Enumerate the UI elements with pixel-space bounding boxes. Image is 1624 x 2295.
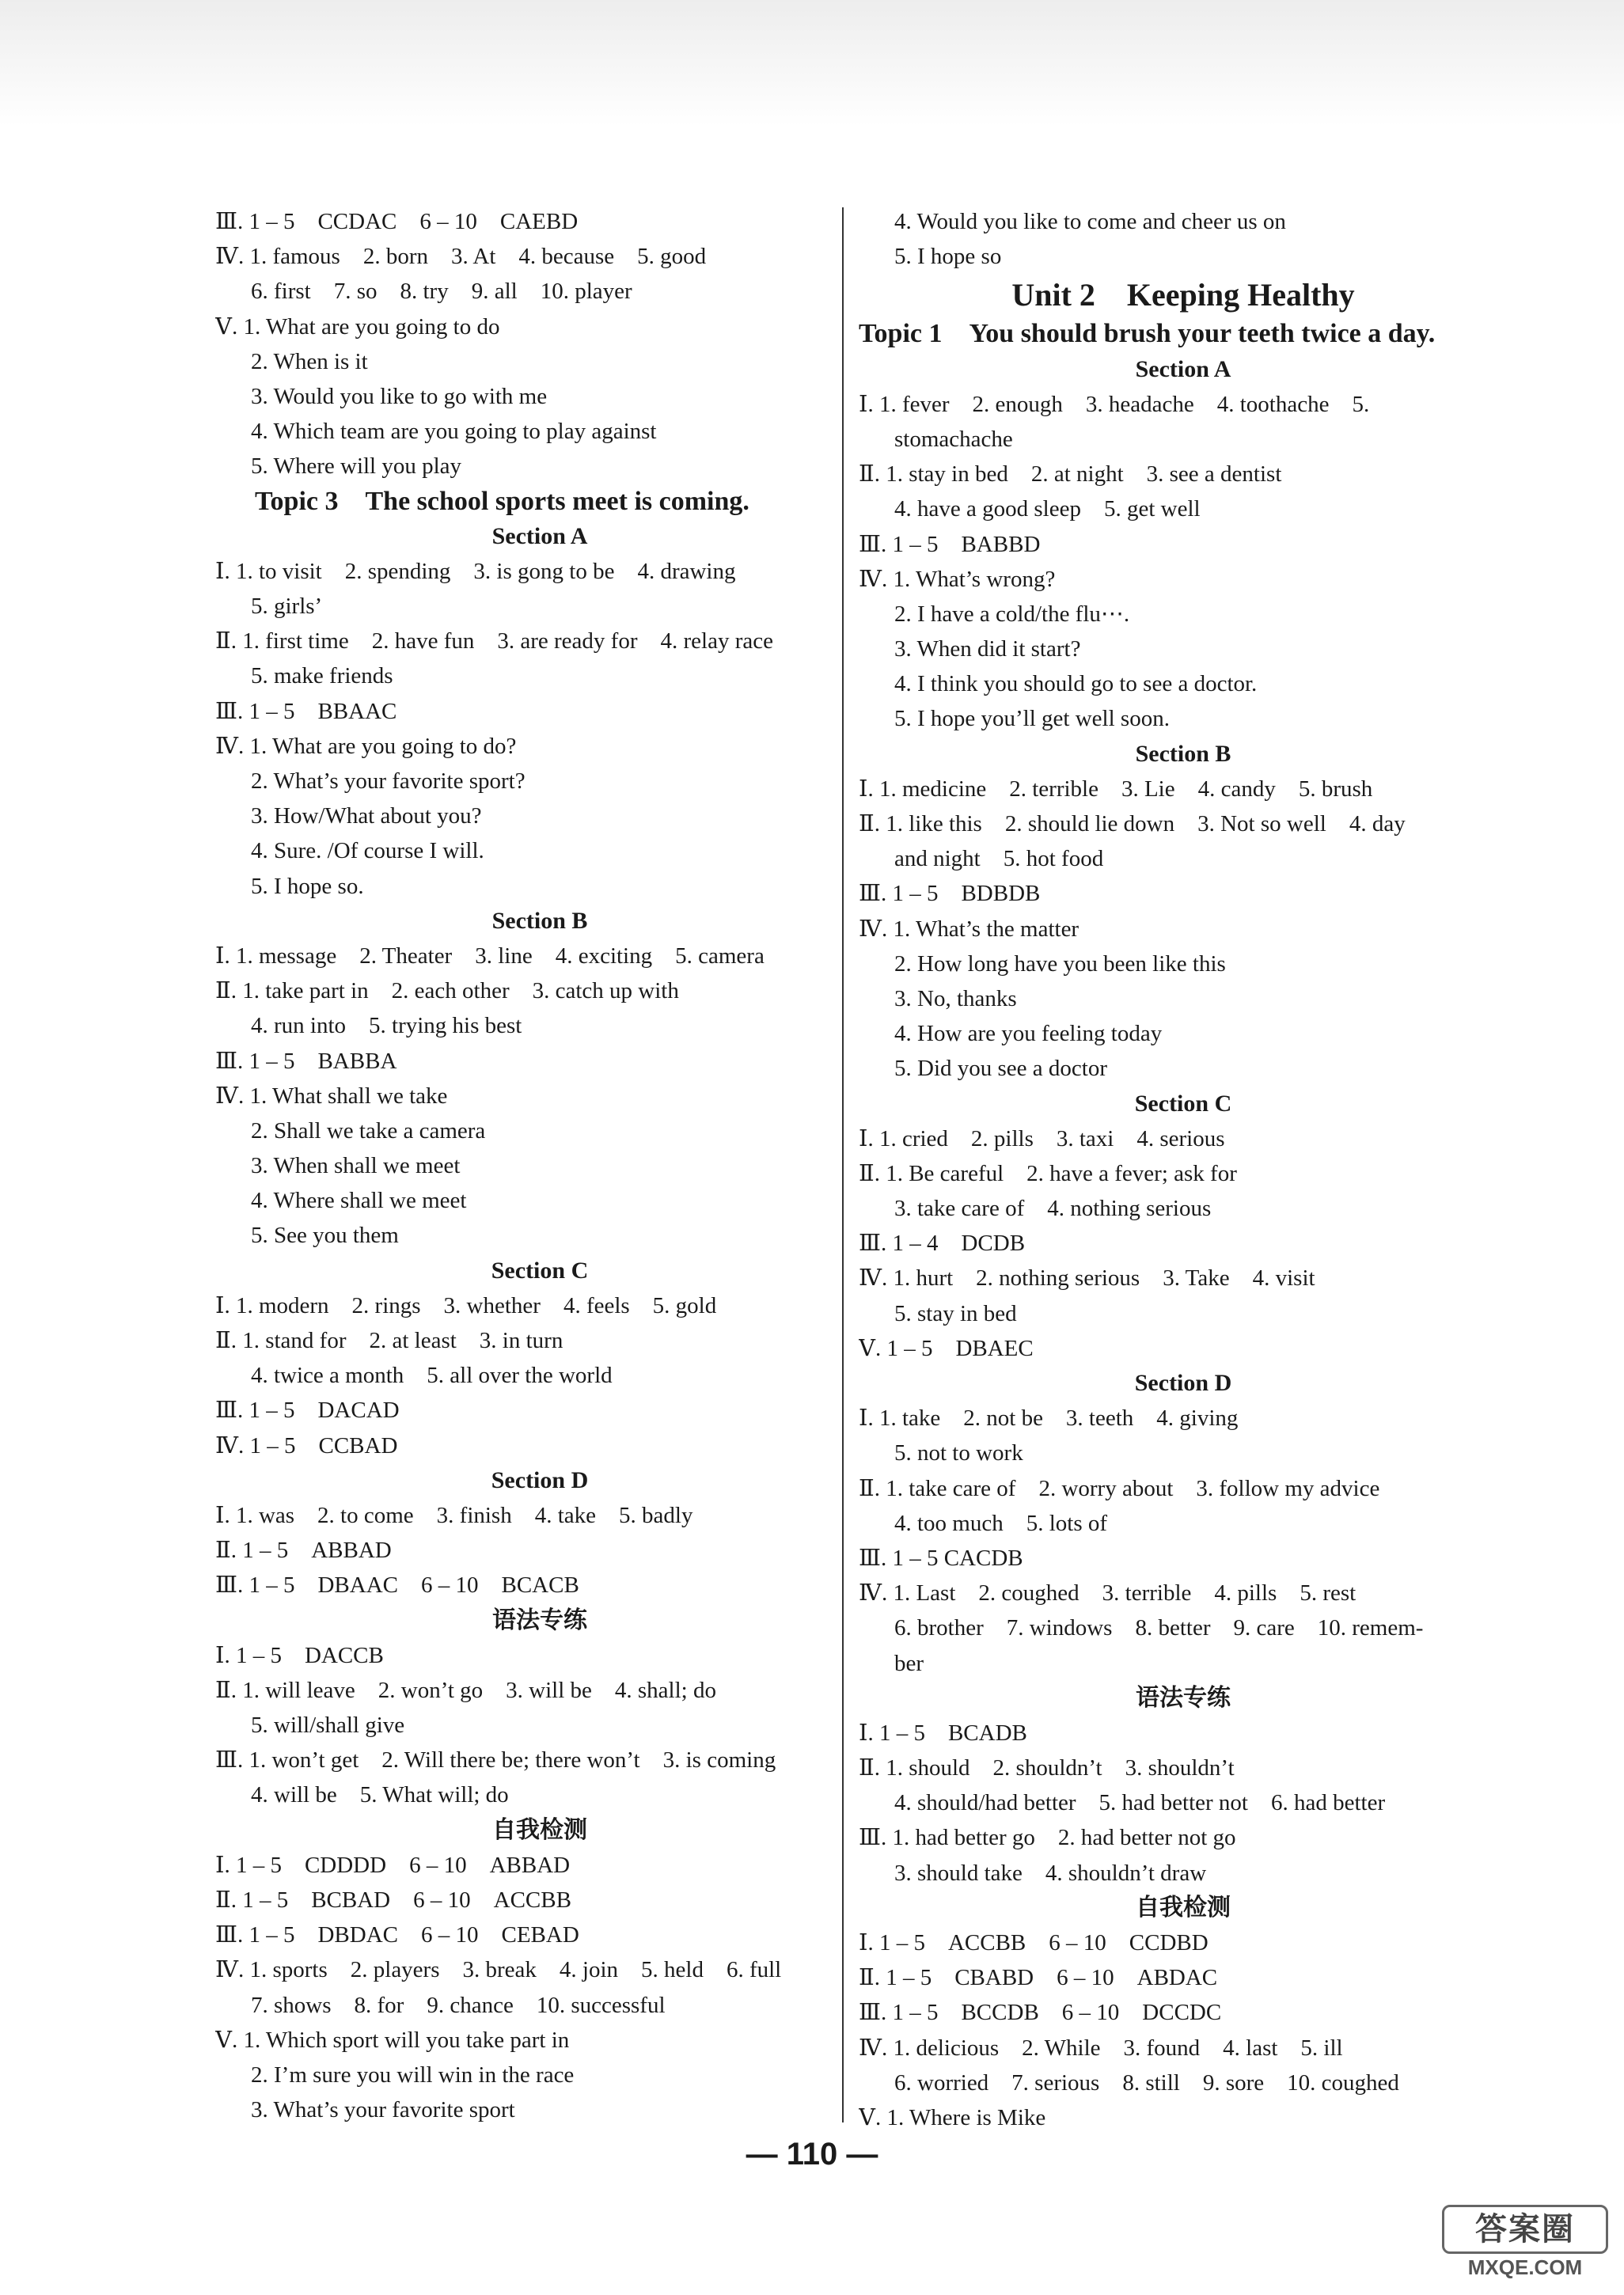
answer-line: Ⅲ. 1 – 5 CACDB <box>859 1545 1023 1571</box>
answer-line: 3. How/What about you? <box>251 803 482 829</box>
answer-line: Ⅴ. 1. Where is Mike <box>859 2104 1046 2130</box>
answer-line: Ⅱ. 1. Be careful 2. have a fever; ask for <box>859 1160 1237 1186</box>
answer-line: Ⅲ. 1 – 5 CCDAC 6 – 10 CAEBD <box>215 209 579 234</box>
answer-line: 6. worried 7. serious 8. still 9. sore 10. coughed <box>894 2069 1399 2096</box>
answer-line: 6. first 7. so 8. try 9. all 10. player <box>251 279 632 305</box>
answer-line: Ⅲ. 1 – 5 DACAD <box>215 1398 400 1424</box>
answer-line: 3. No, thanks <box>894 985 1017 1011</box>
answer-line: Ⅲ. 1 – 5 BCCDB 6 – 10 DCCDC <box>859 2000 1222 2026</box>
answer-line: Ⅰ. 1. modern 2. rings 3. whether 4. feels 5. gold <box>215 1292 717 1318</box>
answer-line: 4. should/had better 5. had better not 6. had better <box>894 1790 1386 1816</box>
answer-line: 2. I have a cold/the flu⋯. <box>894 601 1130 627</box>
answer-line: Ⅰ. 1. take 2. not be 3. teeth 4. giving <box>859 1405 1239 1432</box>
answer-line: Ⅳ. 1. delicious 2. While 3. found 4. last 5. ill <box>859 2035 1343 2061</box>
answer-line: 4. Would you like to come and cheer us on <box>894 209 1286 234</box>
answer-line: 5. will/shall give <box>251 1713 405 1739</box>
answer-line: 5. See you them <box>251 1223 399 1249</box>
answer-line: Ⅰ. 1. to visit 2. spending 3. is gong to be 4. drawing <box>215 558 736 584</box>
answer-line: Ⅰ. 1. message 2. Theater 3. line 4. exciting 5. camera <box>215 943 765 969</box>
answer-line: Ⅳ. 1. What are you going to do? <box>215 733 517 759</box>
scan-shadow <box>0 0 1624 127</box>
section-heading: Section C <box>491 1257 589 1284</box>
answer-line: 3. Would you like to go with me <box>251 383 548 409</box>
answer-line: 4. will be 5. What will; do <box>251 1782 509 1808</box>
answer-line: 3. take care of 4. nothing serious <box>894 1196 1212 1222</box>
answer-line: Ⅱ. 1. take part in 2. each other 3. catch up with <box>215 978 679 1004</box>
answer-line: 4. Which team are you going to play against <box>251 419 657 445</box>
answer-line: 3. When did it start? <box>894 636 1081 662</box>
answer-line: Ⅱ. 1. stay in bed 2. at night 3. see a dentist <box>859 461 1282 487</box>
answer-line: 2. I’m sure you will win in the race <box>251 2062 575 2088</box>
section-heading: Section B <box>1135 740 1231 767</box>
answer-line: Ⅰ. 1 – 5 CDDDD 6 – 10 ABBAD <box>215 1852 571 1878</box>
answer-line: Ⅱ. 1. first time 2. have fun 3. are ready for 4. relay race <box>215 628 773 654</box>
answer-line: 5. Did you see a doctor <box>894 1056 1107 1082</box>
left-column <box>215 204 864 2127</box>
unit-title: Unit 2 Keeping Healthy <box>1011 277 1355 313</box>
answer-line: 3. What’s your favorite sport <box>251 2097 515 2123</box>
answer-line: 5. I hope so <box>894 244 1002 270</box>
watermark-url: MXQE.COM <box>1467 2255 1583 2279</box>
answer-line: Ⅱ. 1. should 2. shouldn’t 3. shouldn’t <box>859 1755 1235 1781</box>
topic-title: Topic 1 You should brush your teeth twice a day. <box>859 319 1436 349</box>
answer-line: 2. Shall we take a camera <box>251 1117 486 1144</box>
watermark-logo <box>1442 2205 1608 2284</box>
answer-line: 6. brother 7. windows 8. better 9. care 10. remem- <box>894 1615 1424 1641</box>
answer-line: 5. I hope you’ll get well soon. <box>894 706 1170 732</box>
answer-line: Ⅱ. 1. take care of 2. worry about 3. follow my advice <box>859 1475 1380 1501</box>
answer-line: Ⅲ. 1 – 5 BBAAC <box>215 698 397 724</box>
answer-line: Ⅲ. 1 – 5 DBAAC 6 – 10 BCACB <box>215 1572 579 1599</box>
answer-line: Ⅴ. 1. What are you going to do <box>215 313 500 340</box>
answer-line: Ⅳ. 1 – 5 CCBAD <box>215 1432 398 1459</box>
answer-line: 5. girls’ <box>251 594 323 620</box>
answer-line: 5. stay in bed <box>894 1300 1017 1326</box>
answer-line: Ⅳ. 1. What shall we take <box>215 1083 448 1109</box>
section-heading: 自我检测 <box>492 1816 587 1843</box>
column-divider <box>842 207 844 2122</box>
answer-line: 4. too much 5. lots of <box>894 1510 1108 1536</box>
section-heading: 语法专练 <box>1136 1684 1231 1711</box>
answer-line: Ⅱ. 1 – 5 ABBAD <box>215 1538 392 1564</box>
section-heading: 自我检测 <box>1136 1894 1231 1921</box>
section-heading: Section A <box>1135 355 1231 382</box>
answer-line: Ⅳ. 1. What’s wrong? <box>859 566 1056 592</box>
answer-line: 4. twice a month 5. all over the world <box>251 1363 613 1389</box>
answer-line: Ⅱ. 1 – 5 CBABD 6 – 10 ABDAC <box>859 1965 1218 1991</box>
answer-line: Ⅰ. 1. was 2. to come 3. finish 4. take 5. badly <box>215 1502 693 1528</box>
answer-line: Ⅳ. 1. famous 2. born 3. At 4. because 5. good <box>215 244 707 270</box>
watermark-title: 答案圈 <box>1442 2205 1608 2254</box>
section-heading: Section A <box>491 522 588 549</box>
answer-line: 4. How are you feeling today <box>894 1021 1163 1047</box>
answer-line: Ⅱ. 1. will leave 2. won’t go 3. will be 4. shall; do <box>215 1677 716 1703</box>
answer-line: 4. I think you should go to see a doctor. <box>894 671 1258 697</box>
answer-line: ber <box>894 1650 924 1676</box>
answer-line: 5. not to work <box>894 1440 1023 1466</box>
answer-line: Ⅲ. 1. had better go 2. had better not go <box>859 1825 1236 1851</box>
answer-line: Ⅳ. 1. hurt 2. nothing serious 3. Take 4. visit <box>859 1265 1315 1292</box>
answer-line: Ⅴ. 1 – 5 DBAEC <box>859 1335 1034 1361</box>
answer-line: and night 5. hot food <box>894 846 1104 872</box>
answer-line: Ⅲ. 1 – 4 DCDB <box>859 1231 1026 1257</box>
answer-line: Ⅲ. 1 – 5 BABBA <box>215 1048 397 1074</box>
answer-line: 2. How long have you been like this <box>894 950 1226 977</box>
answer-line: 3. When shall we meet <box>251 1153 461 1179</box>
answer-line: Ⅲ. 1 – 5 DBDAC 6 – 10 CEBAD <box>215 1922 579 1948</box>
answer-line: Ⅲ. 1 – 5 BDBDB <box>859 881 1041 907</box>
answer-line: Ⅳ. 1. sports 2. players 3. break 4. join 5. held 6. full <box>215 1957 782 1983</box>
answer-line: Ⅰ. 1. medicine 2. terrible 3. Lie 4. candy 5. brush <box>859 776 1373 802</box>
topic-title: Topic 3 The school sports meet is coming. <box>255 486 749 516</box>
section-heading: Section C <box>1134 1090 1232 1117</box>
answer-line: Ⅲ. 1 – 5 BABBD <box>859 531 1041 557</box>
answer-line: 2. What’s your favorite sport? <box>251 768 526 794</box>
answer-line: Ⅲ. 1. won’t get 2. Will there be; there won’t 3. is coming <box>215 1747 776 1773</box>
section-heading: Section B <box>491 907 588 934</box>
answer-line: Ⅳ. 1. What’s the matter <box>859 916 1080 942</box>
section-heading: Section D <box>1134 1370 1232 1396</box>
answer-line: 4. run into 5. trying his best <box>251 1013 522 1039</box>
answer-line: Ⅰ. 1 – 5 BCADB <box>859 1720 1027 1746</box>
answer-line: 4. Sure. /Of course I will. <box>251 838 484 864</box>
answer-line: Ⅴ. 1. Which sport will you take part in <box>215 2027 570 2053</box>
answer-line: 2. When is it <box>251 348 368 374</box>
answer-line: 5. Where will you play <box>251 453 462 480</box>
answer-line: Ⅳ. 1. Last 2. coughed 3. terrible 4. pills 5. rest <box>859 1580 1356 1606</box>
answer-line: Ⅱ. 1. like this 2. should lie down 3. Not so well 4. day <box>859 811 1406 836</box>
section-heading: Section D <box>491 1466 589 1493</box>
answer-line: Ⅱ. 1. stand for 2. at least 3. in turn <box>215 1328 563 1353</box>
answer-line: Ⅰ. 1 – 5 ACCBB 6 – 10 CCDBD <box>859 1930 1209 1955</box>
right-column <box>859 204 1508 2135</box>
answer-line: 4. Where shall we meet <box>251 1188 467 1214</box>
answer-line: 5. I hope so. <box>251 873 364 899</box>
answer-line: 4. have a good sleep 5. get well <box>894 496 1201 522</box>
answer-line: 3. should take 4. shouldn’t draw <box>894 1860 1207 1886</box>
page-number: — 110 — <box>746 2137 878 2172</box>
answer-line: Ⅰ. 1 – 5 DACCB <box>215 1642 384 1668</box>
answer-line: Ⅱ. 1 – 5 BCBAD 6 – 10 ACCBB <box>215 1887 571 1913</box>
answer-line: Ⅰ. 1. fever 2. enough 3. headache 4. toothache 5. <box>859 391 1370 417</box>
answer-line: Ⅰ. 1. cried 2. pills 3. taxi 4. serious <box>859 1125 1225 1151</box>
answer-line: stomachache <box>894 426 1013 452</box>
answer-line: 5. make friends <box>251 663 393 689</box>
section-heading: 语法专练 <box>492 1606 587 1633</box>
answer-line: 7. shows 8. for 9. chance 10. successful <box>251 1992 666 2018</box>
